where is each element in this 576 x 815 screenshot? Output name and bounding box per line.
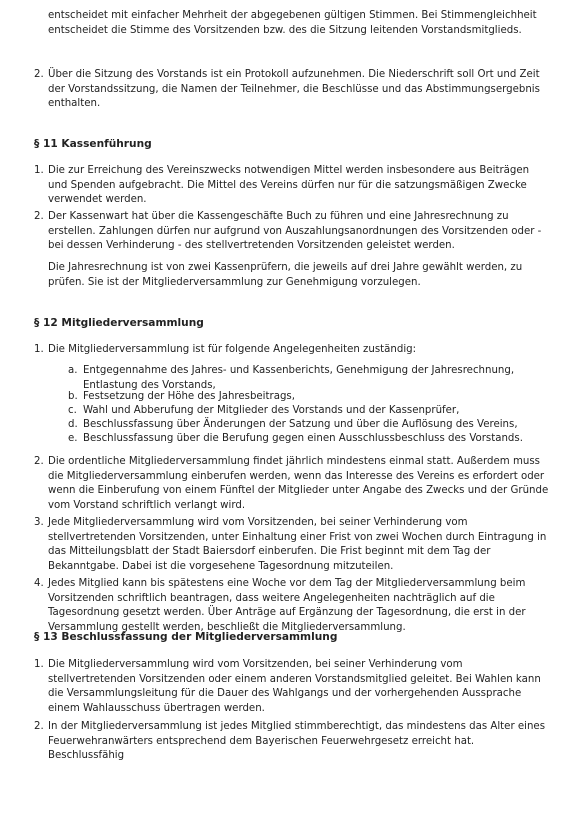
list-number: 2. bbox=[34, 721, 44, 732]
sub-list-item bbox=[68, 432, 548, 447]
list-number: 3. bbox=[34, 517, 44, 528]
section-heading-12: § 12 Mitgliederversammlung bbox=[34, 317, 204, 329]
sub-list-letter: c. bbox=[68, 405, 77, 416]
sub-list-item bbox=[68, 404, 548, 419]
list-item-text: Die Mitgliederversammlung wird vom Vorsitzenden, bei seiner Verhinderung vom stellvertretenden Vorsitzenden oder einem anderen Vorstandsmitglied geleitet. Bei Wahlen kann die Versammlungsleitung für die Dauer des Wahlgangs und der vorhergehenden Aussprache einem Wahlausschuss übertragen werden. bbox=[48, 659, 541, 714]
list-number: 2. bbox=[34, 211, 44, 222]
paragraph-continuation: entscheidet mit einfacher Mehrheit der abgegebenen gültigen Stimmen. Bei Stimmengleichheit entscheidet die Stimme des Vorsitzenden bzw. des die Sitzung leitenden Vorstandsmitglieds. bbox=[48, 10, 537, 36]
list-item-text: Über die Sitzung des Vorstands ist ein Protokoll aufzunehmen. Die Niederschrift soll Ort und Zeit der Vorstandssitzung, die Namen der Teilnehmer, die Beschlüsse und das Abstimmungsergebnis enthalten. bbox=[48, 69, 540, 110]
list-item bbox=[34, 577, 550, 635]
list-item bbox=[34, 516, 550, 574]
list-item bbox=[34, 658, 550, 716]
sub-list-item bbox=[68, 364, 548, 393]
list-number: 1. bbox=[34, 344, 44, 355]
list-item bbox=[34, 720, 550, 764]
sub-list-text: Beschlussfassung über die Berufung gegen einen Ausschlussbeschluss des Vorstands. bbox=[83, 433, 523, 444]
sub-list-item bbox=[68, 390, 548, 405]
sub-list-letter: d. bbox=[68, 419, 78, 430]
list-item-text: Der Kassenwart hat über die Kassengeschäfte Buch zu führen und eine Jahresrechnung zu erstellen. Zahlungen dürfen nur aufgrund von Auszahlungsanordnungen des Vorsitzenden oder - bei dessen Verhinderung - des stellvertretenden Vorsitzenden geleistet werden. bbox=[48, 211, 542, 252]
list-item bbox=[34, 343, 550, 358]
sub-list-text: Beschlussfassung über Änderungen der Satzung und über die Auflösung des Vereins, bbox=[83, 419, 518, 430]
list-number: 2. bbox=[34, 69, 44, 80]
list-item-text: Die Mitgliederversammlung ist für folgende Angelegenheiten zuständig: bbox=[48, 344, 417, 355]
list-item bbox=[34, 68, 550, 112]
list-item-text: Die zur Erreichung des Vereinszwecks notwendigen Mittel werden insbesondere aus Beiträgen und Spenden aufgebracht. Die Mittel des Vereins dürfen nur für die satzungsmäßigen Zwecke verwendet werden. bbox=[48, 165, 530, 206]
list-item bbox=[34, 164, 550, 208]
list-item bbox=[34, 455, 550, 513]
paragraph: Die Jahresrechnung ist von zwei Kassenprüfern, die jeweils auf drei Jahre gewählt werden, zu prüfen. Sie ist der Mitgliederversammlung zur Genehmigung vorzulegen. bbox=[48, 262, 523, 288]
list-number: 4. bbox=[34, 578, 44, 589]
section-heading-11: § 11 Kassenführung bbox=[34, 138, 152, 150]
section-heading-13: § 13 Beschlussfassung der Mitgliederversammlung bbox=[34, 631, 338, 643]
sub-list-letter: a. bbox=[68, 365, 78, 376]
list-item-text: Die ordentliche Mitgliederversammlung findet jährlich mindestens einmal statt. Außerdem muss die Mitgliederversammlung einberufen werden, wenn das Interesse des Vereins es erfordert oder wenn die Einberufung von einem Fünftel der Mitglieder unter Angabe des Zwecks und der Gründe vom Vorstand schriftlich verlangt wird. bbox=[48, 456, 549, 511]
sub-list-letter: e. bbox=[68, 433, 78, 444]
sub-list-letter: b. bbox=[68, 391, 78, 402]
sub-list-text: Festsetzung der Höhe des Jahresbeitrags, bbox=[83, 391, 295, 402]
list-item-text: Jedes Mitglied kann bis spätestens eine Woche vor dem Tag der Mitgliederversammlung beim Vorsitzenden schriftlich beantragen, dass weitere Angelegenheiten nachträglich auf die Tagesordnung gesetzt werden. Über Anträge auf Ergänzung der Tagesordnung, die erst in der Versammlung gestellt werden, beschließt die Mitgliederversammlung. bbox=[48, 578, 526, 633]
list-number: 1. bbox=[34, 165, 44, 176]
sub-list-text: Wahl und Abberufung der Mitglieder des Vorstands und der Kassenprüfer, bbox=[83, 405, 460, 416]
list-item-text: Jede Mitgliederversammlung wird vom Vorsitzenden, bei seiner Verhinderung vom stellvertretenden Vorsitzenden, unter Einhaltung einer Frist von zwei Wochen durch Eintragung in das Mitteilungsblatt der Stadt Baiersdorf einberufen. Die Frist beginnt mit dem Tag der Bekanntgabe. Dabei ist die vorgesehene Tagesordnung mitzuteilen. bbox=[48, 517, 547, 572]
sub-list-item bbox=[68, 418, 548, 433]
list-number: 1. bbox=[34, 659, 44, 670]
sub-list-text: Entgegennahme des Jahres- und Kassenberichts, Genehmigung der Jahresrechnung, Entlastung des Vorstands, bbox=[83, 365, 515, 391]
list-item-text: In der Mitgliederversammlung ist jedes Mitglied stimmberechtigt, das mindestens das Alter eines Feuerwehranwärters entsprechend dem Bayerischen Feuerwehrgesetz erreicht hat. Beschlussfähig bbox=[48, 721, 546, 762]
list-number: 2. bbox=[34, 456, 44, 467]
list-item bbox=[34, 210, 550, 254]
